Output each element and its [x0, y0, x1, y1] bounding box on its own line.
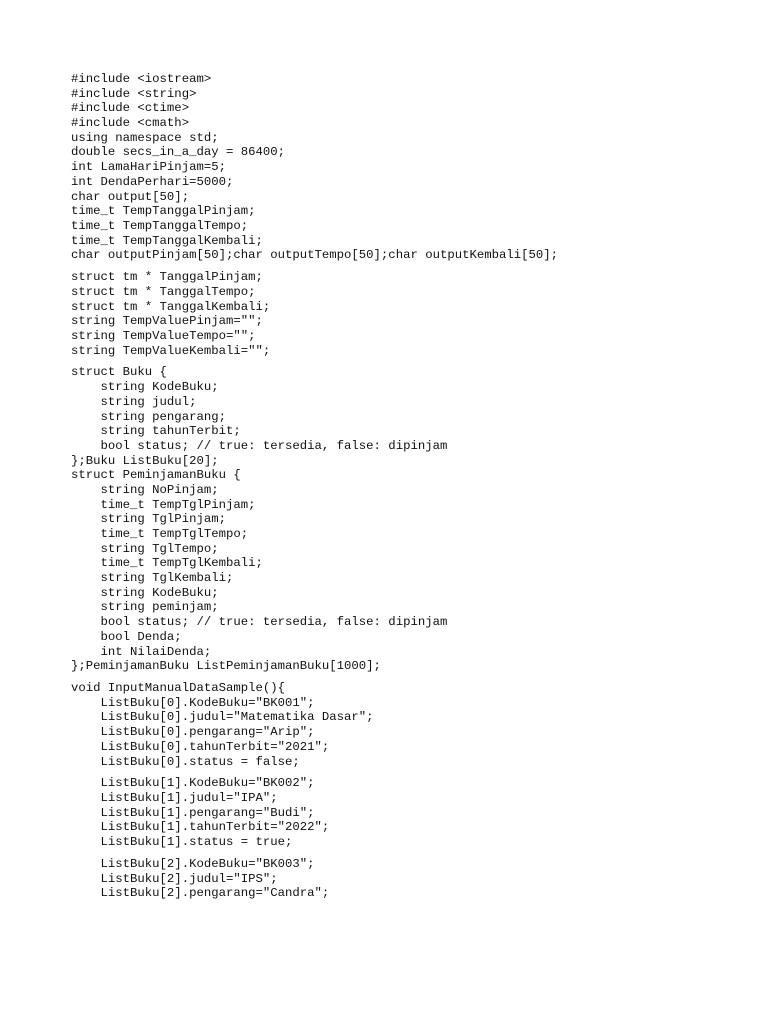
code-line: #include <cmath>: [71, 116, 190, 131]
blank-line: [71, 674, 751, 681]
code-line: ListBuku[1].judul="IPA";: [71, 791, 278, 806]
code-line: int LamaHariPinjam=5;: [71, 160, 226, 175]
code-line: struct PeminjamanBuku {: [71, 468, 241, 483]
code-line: string KodeBuku;: [71, 380, 219, 395]
blank-line: [71, 358, 751, 365]
code-line: time_t TempTglKembali;: [71, 556, 263, 571]
code-line: string TempValueKembali="";: [71, 343, 271, 358]
code-line: double secs_in_a_day = 86400;: [71, 145, 286, 160]
code-listing: [71, 72, 751, 901]
code-line: ListBuku[1].pengarang="Budi";: [71, 805, 315, 820]
code-line: string TglKembali;: [71, 571, 234, 586]
code-line: ListBuku[0].pengarang="Arip";: [71, 725, 315, 740]
code-line: time_t TempTanggalPinjam;: [71, 204, 256, 219]
code-line: struct tm * TanggalKembali;: [71, 299, 271, 314]
code-line: ListBuku[0].tahunTerbit="2021";: [71, 739, 330, 754]
code-line: ListBuku[1].status = true;: [71, 835, 293, 850]
code-line: time_t TempTanggalTempo;: [71, 218, 249, 233]
code-line: void InputManualDataSample(){: [71, 681, 286, 696]
code-line: string judul;: [71, 394, 197, 409]
code-line: string NoPinjam;: [71, 482, 219, 497]
code-line: time_t TempTglTempo;: [71, 527, 249, 541]
code-line: int NilaiDenda;: [71, 644, 212, 659]
code-line: ListBuku[0].status = false;: [71, 754, 300, 769]
blank-line: [71, 263, 751, 270]
code-line: string tahunTerbit;: [71, 424, 241, 439]
code-line: string peminjam;: [71, 600, 219, 615]
code-line: #include <string>: [71, 86, 197, 101]
code-line: };Buku ListBuku[20];: [71, 453, 219, 468]
code-line: struct tm * TanggalTempo;: [71, 284, 256, 299]
blank-line: [71, 850, 751, 857]
code-line: bool status; // true: tersedia, false: dipinjam: [71, 615, 448, 630]
code-line: };PeminjamanBuku ListPeminjamanBuku[1000];: [71, 659, 381, 674]
code-line: string TempValueTempo="";: [71, 328, 256, 343]
code-line: char output[50];: [71, 189, 190, 204]
code-line: ListBuku[2].judul="IPS";: [71, 871, 278, 886]
code-line: struct tm * TanggalPinjam;: [71, 270, 263, 285]
code-line: bool status; // true: tersedia, false: dipinjam: [71, 438, 448, 453]
code-line: string TglPinjam;: [71, 512, 226, 527]
code-line: using namespace std;: [71, 130, 219, 145]
code-line: ListBuku[0].KodeBuku="BK001";: [71, 695, 315, 710]
code-line: ListBuku[1].tahunTerbit="2022";: [71, 820, 330, 835]
code-line: #include <iostream>: [71, 72, 212, 86]
code-line: string TglTempo;: [71, 541, 219, 556]
code-line: #include <ctime>: [71, 101, 190, 116]
code-line: string pengarang;: [71, 409, 226, 424]
code-line: struct Buku {: [71, 365, 167, 380]
code-line: ListBuku[1].KodeBuku="BK002";: [71, 776, 315, 791]
code-line: bool Denda;: [71, 629, 182, 644]
code-line: time_t TempTglPinjam;: [71, 497, 256, 512]
code-line: ListBuku[0].judul="Matematika Dasar";: [71, 710, 374, 725]
code-line: string KodeBuku;: [71, 585, 219, 600]
code-line: string TempValuePinjam="";: [71, 314, 263, 329]
code-line: ListBuku[2].KodeBuku="BK003";: [71, 857, 315, 871]
blank-line: [71, 769, 751, 776]
code-line: char outputPinjam[50];char outputTempo[50];char outputKembali[50];: [71, 248, 559, 263]
code-line: int DendaPerhari=5000;: [71, 174, 234, 189]
code-line: time_t TempTanggalKembali;: [71, 233, 263, 248]
code-line: ListBuku[2].pengarang="Candra";: [71, 886, 330, 901]
